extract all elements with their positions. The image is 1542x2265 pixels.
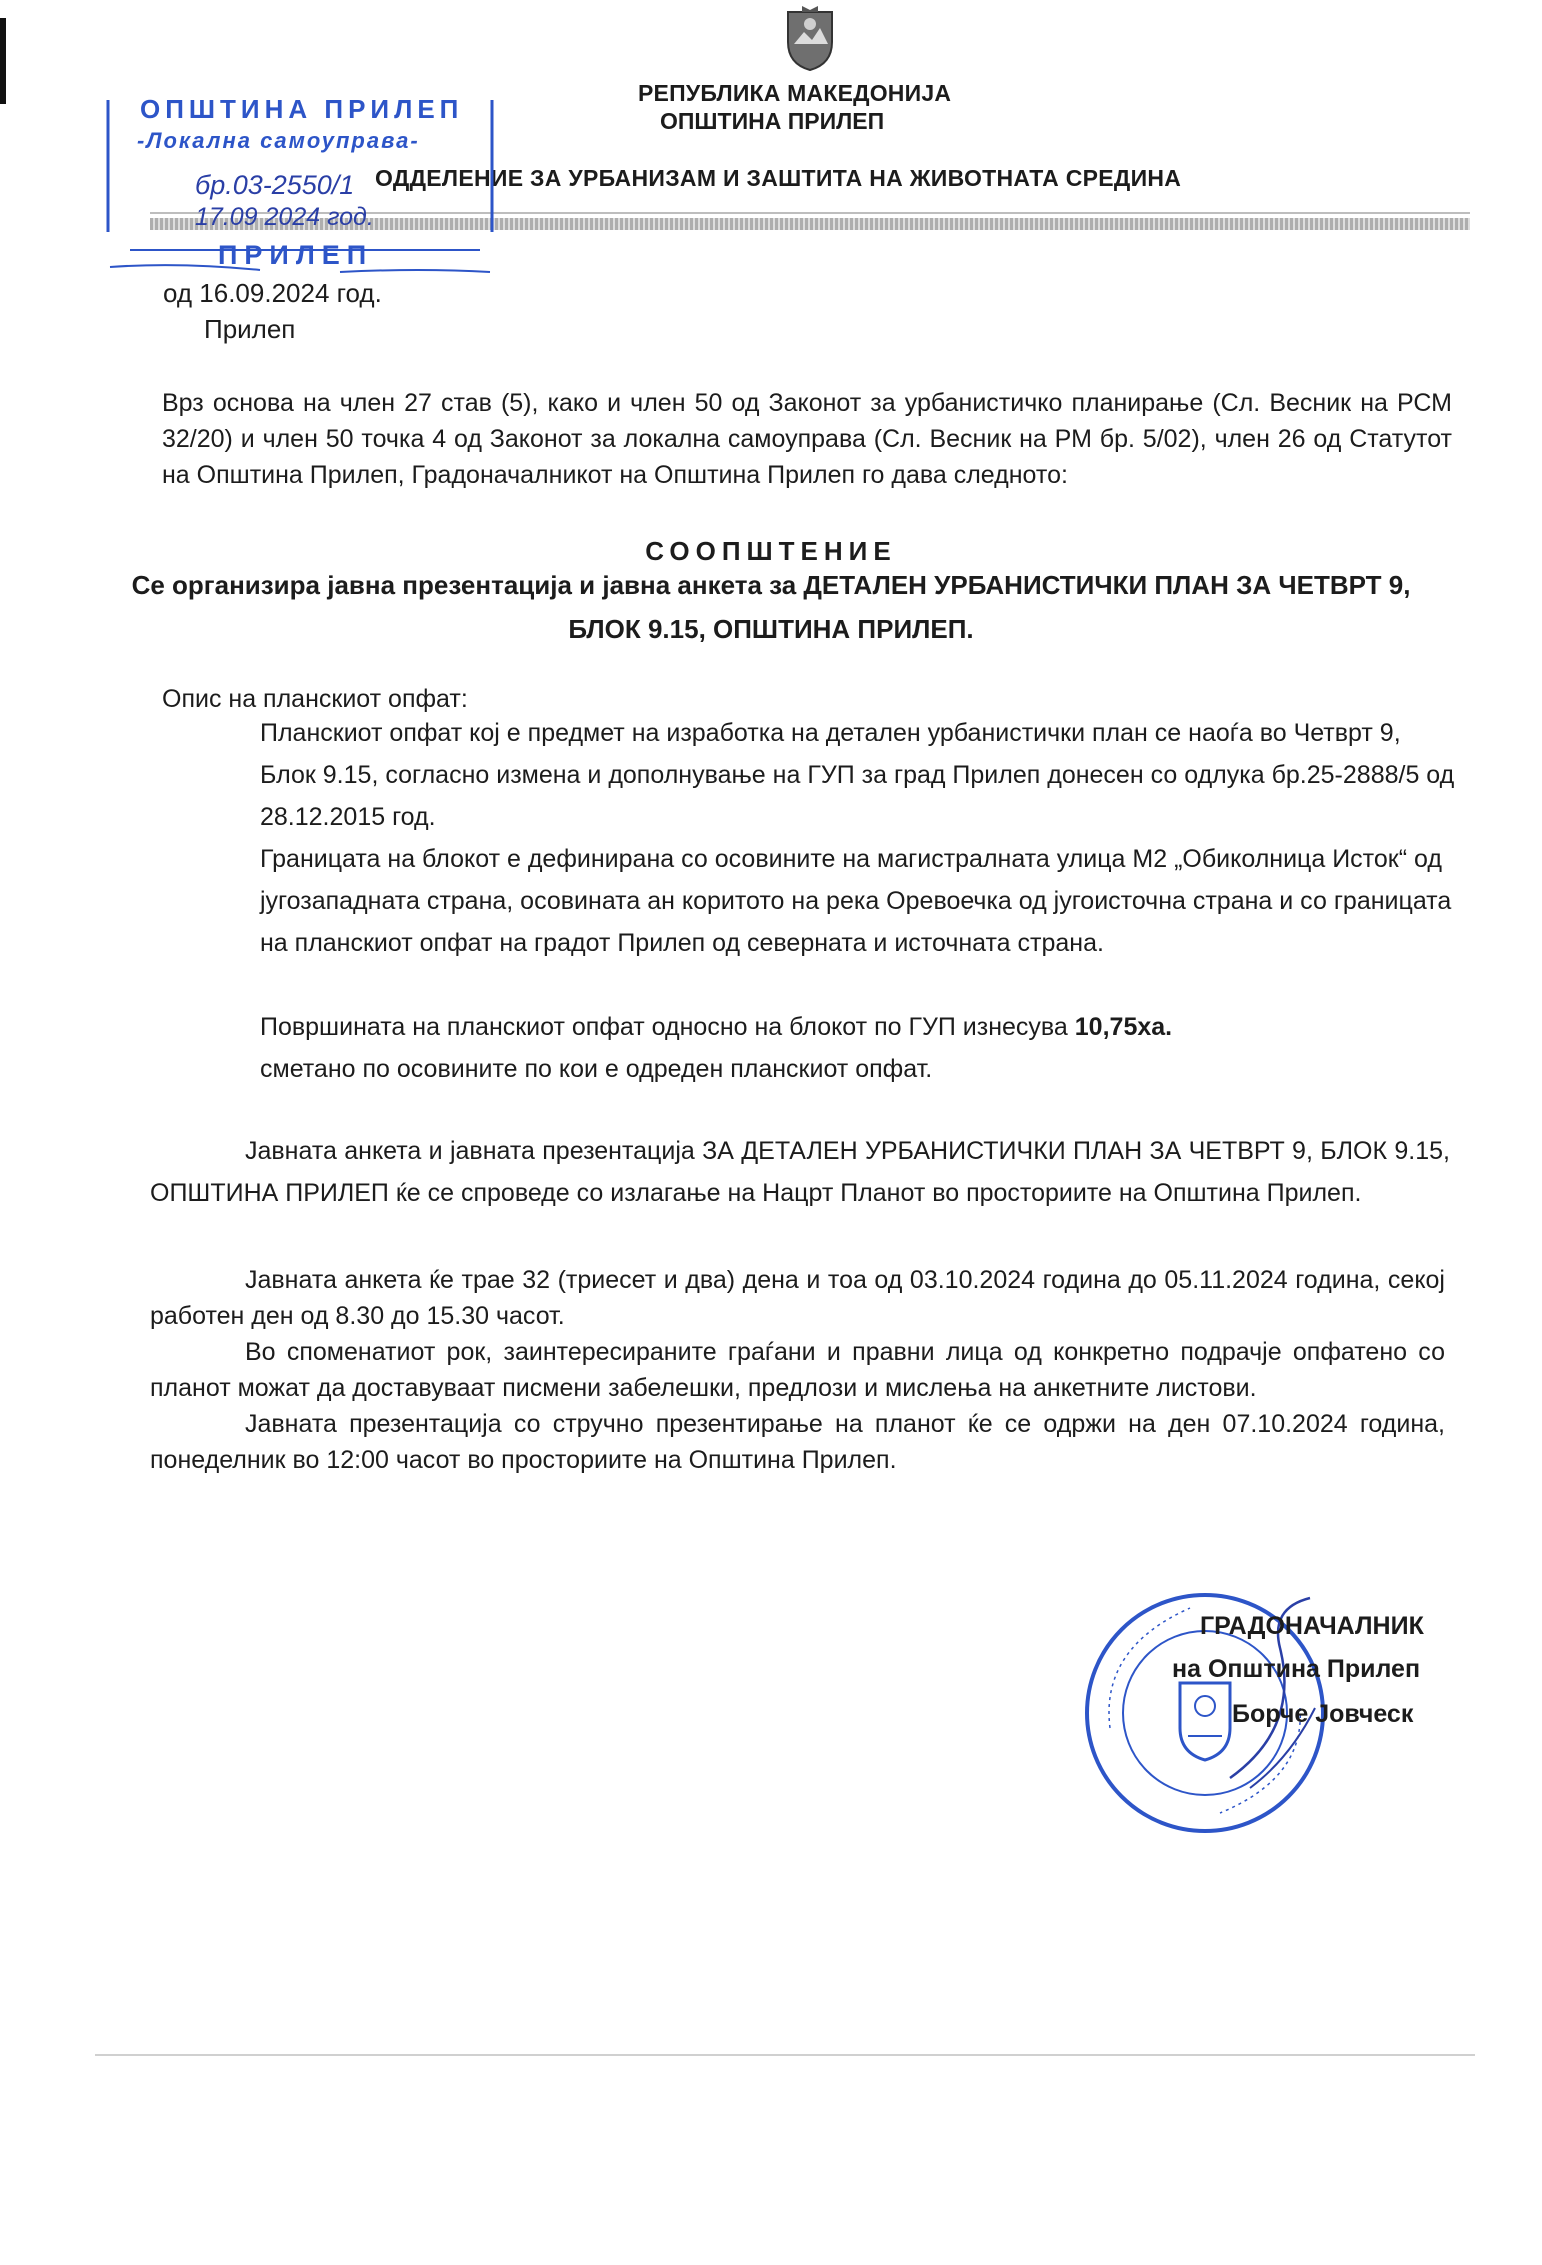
scope-paragraph-location: Планскиот опфат кој е предмет на изработка на детален урбанистички план се наоѓа во Четврт 9, Блок 9.15, согласно измена и дополнување на ГУП за град Прилеп донесен со одлука бр.25-2888/5 од 28.12.2015 год. — [260, 719, 1455, 831]
announcement-subtitle-line1: Се организира јавна презентација и јавна анкета за ДЕТАЛЕН УРБАНИСТИЧКИ ПЛАН ЗА ЧЕТВРТ 9, — [131, 570, 1411, 600]
header-country: РЕПУБЛИКА МАКЕДОНИЈА — [638, 80, 952, 106]
scope-area-text: Површината на планскиот опфат односно на блокот по ГУП изнесува — [260, 1013, 1075, 1041]
coat-of-arms-emblem — [782, 4, 838, 72]
header-department: ОДДЕЛЕНИЕ ЗА УРБАНИЗАМ И ЗАШТИТА НА ЖИВОТНАТА СРЕДИНА — [375, 165, 1182, 191]
details-section — [150, 1262, 1445, 1478]
scope-area-value: 10,75ха. — [1074, 1013, 1173, 1041]
scope-paragraph-area — [260, 1006, 1460, 1048]
scope-label: Опис на планскиот опфат: — [162, 685, 468, 713]
stamp-municipality: ОПШТИНА ПРИЛЕП — [140, 94, 464, 124]
announcement-subtitle-line2: БЛОК 9.15, ОПШТИНА ПРИЛЕП. — [568, 614, 974, 644]
scope-paragraph-measure: сметано по осовините по кои е одреден планскиот опфат. — [260, 1055, 933, 1083]
signatory-municipality: на Општина Прилеп — [1172, 1655, 1421, 1683]
signatory-role: ГРАДОНАЧАЛНИК — [1200, 1612, 1424, 1640]
header-municipality: ОПШТИНА ПРИЛЕП — [660, 108, 885, 134]
scan-edge-mark — [0, 18, 6, 104]
presentation-paragraph: Јавната презентација со стручно презентирање на планот ќе се одржи на ден 07.10.2024 година, понеделник во 12:00 часот во просториите на Општина Прилеп. — [150, 1410, 1445, 1474]
anketa-paragraph: Јавната анкета и јавната презентација ЗА ДЕТАЛЕН УРБАНИСТИЧКИ ПЛАН ЗА ЧЕТВРТ 9, БЛОК 9.15, ОПШТИНА ПРИЛЕП ќе се спроведе со излагање на Нацрт Планот во просториите на Општина Прилеп. — [150, 1137, 1450, 1207]
intro-paragraph: Врз основа на член 27 став (5), како и член 50 од Законот за урбанистичко планирање (Сл. Весник на РСМ 32/20) и член 50 точка 4 од Законот за локална самоуправа (Сл. Весник на РМ бр. 5/02), член 26 од Статутот на Општина Прилеп, Градоначалникот на Општина Прилеп го дава следното: — [162, 389, 1452, 489]
footer-line — [95, 2054, 1475, 2056]
stamp-registration-number: бр.03-2550/1 — [195, 170, 355, 200]
signatory-name: Борче Јовческ — [1232, 1700, 1414, 1728]
stamp-date: 17.09 2024 год. — [195, 203, 374, 231]
duration-paragraph: Јавната анкета ќе трае 32 (триесет и два) дена и тоа од 03.10.2024 година до 05.11.2024 година, секој работен ден од 8.30 до 15.30 часот. — [150, 1266, 1445, 1330]
document-city: Прилеп — [204, 314, 296, 344]
rights-paragraph: Во споменатиот рок, заинтересираните граѓани и правни лица од конкретно подрачје опфатено со планот можат да доставуваат писмени забелешки, предлози и мислења на анкетните листови. — [150, 1338, 1445, 1402]
document-date: од 16.09.2024 год. — [163, 278, 382, 308]
stamp-city: ПРИЛЕП — [218, 240, 374, 270]
stamp-subtitle: -Локална самоуправа- — [137, 128, 420, 153]
scope-paragraph-boundary: Границата на блокот е дефинирана со осовините на магистралната улица М2 „Обиколница Исток“ од југозападната страна, осовината ан коритото на река Оревоечка од југоисточна страна и со границата на планскиот опфат на градот Прилеп од северната и источната страна. — [260, 845, 1452, 957]
announcement-title: СООПШТЕНИЕ — [645, 536, 897, 566]
